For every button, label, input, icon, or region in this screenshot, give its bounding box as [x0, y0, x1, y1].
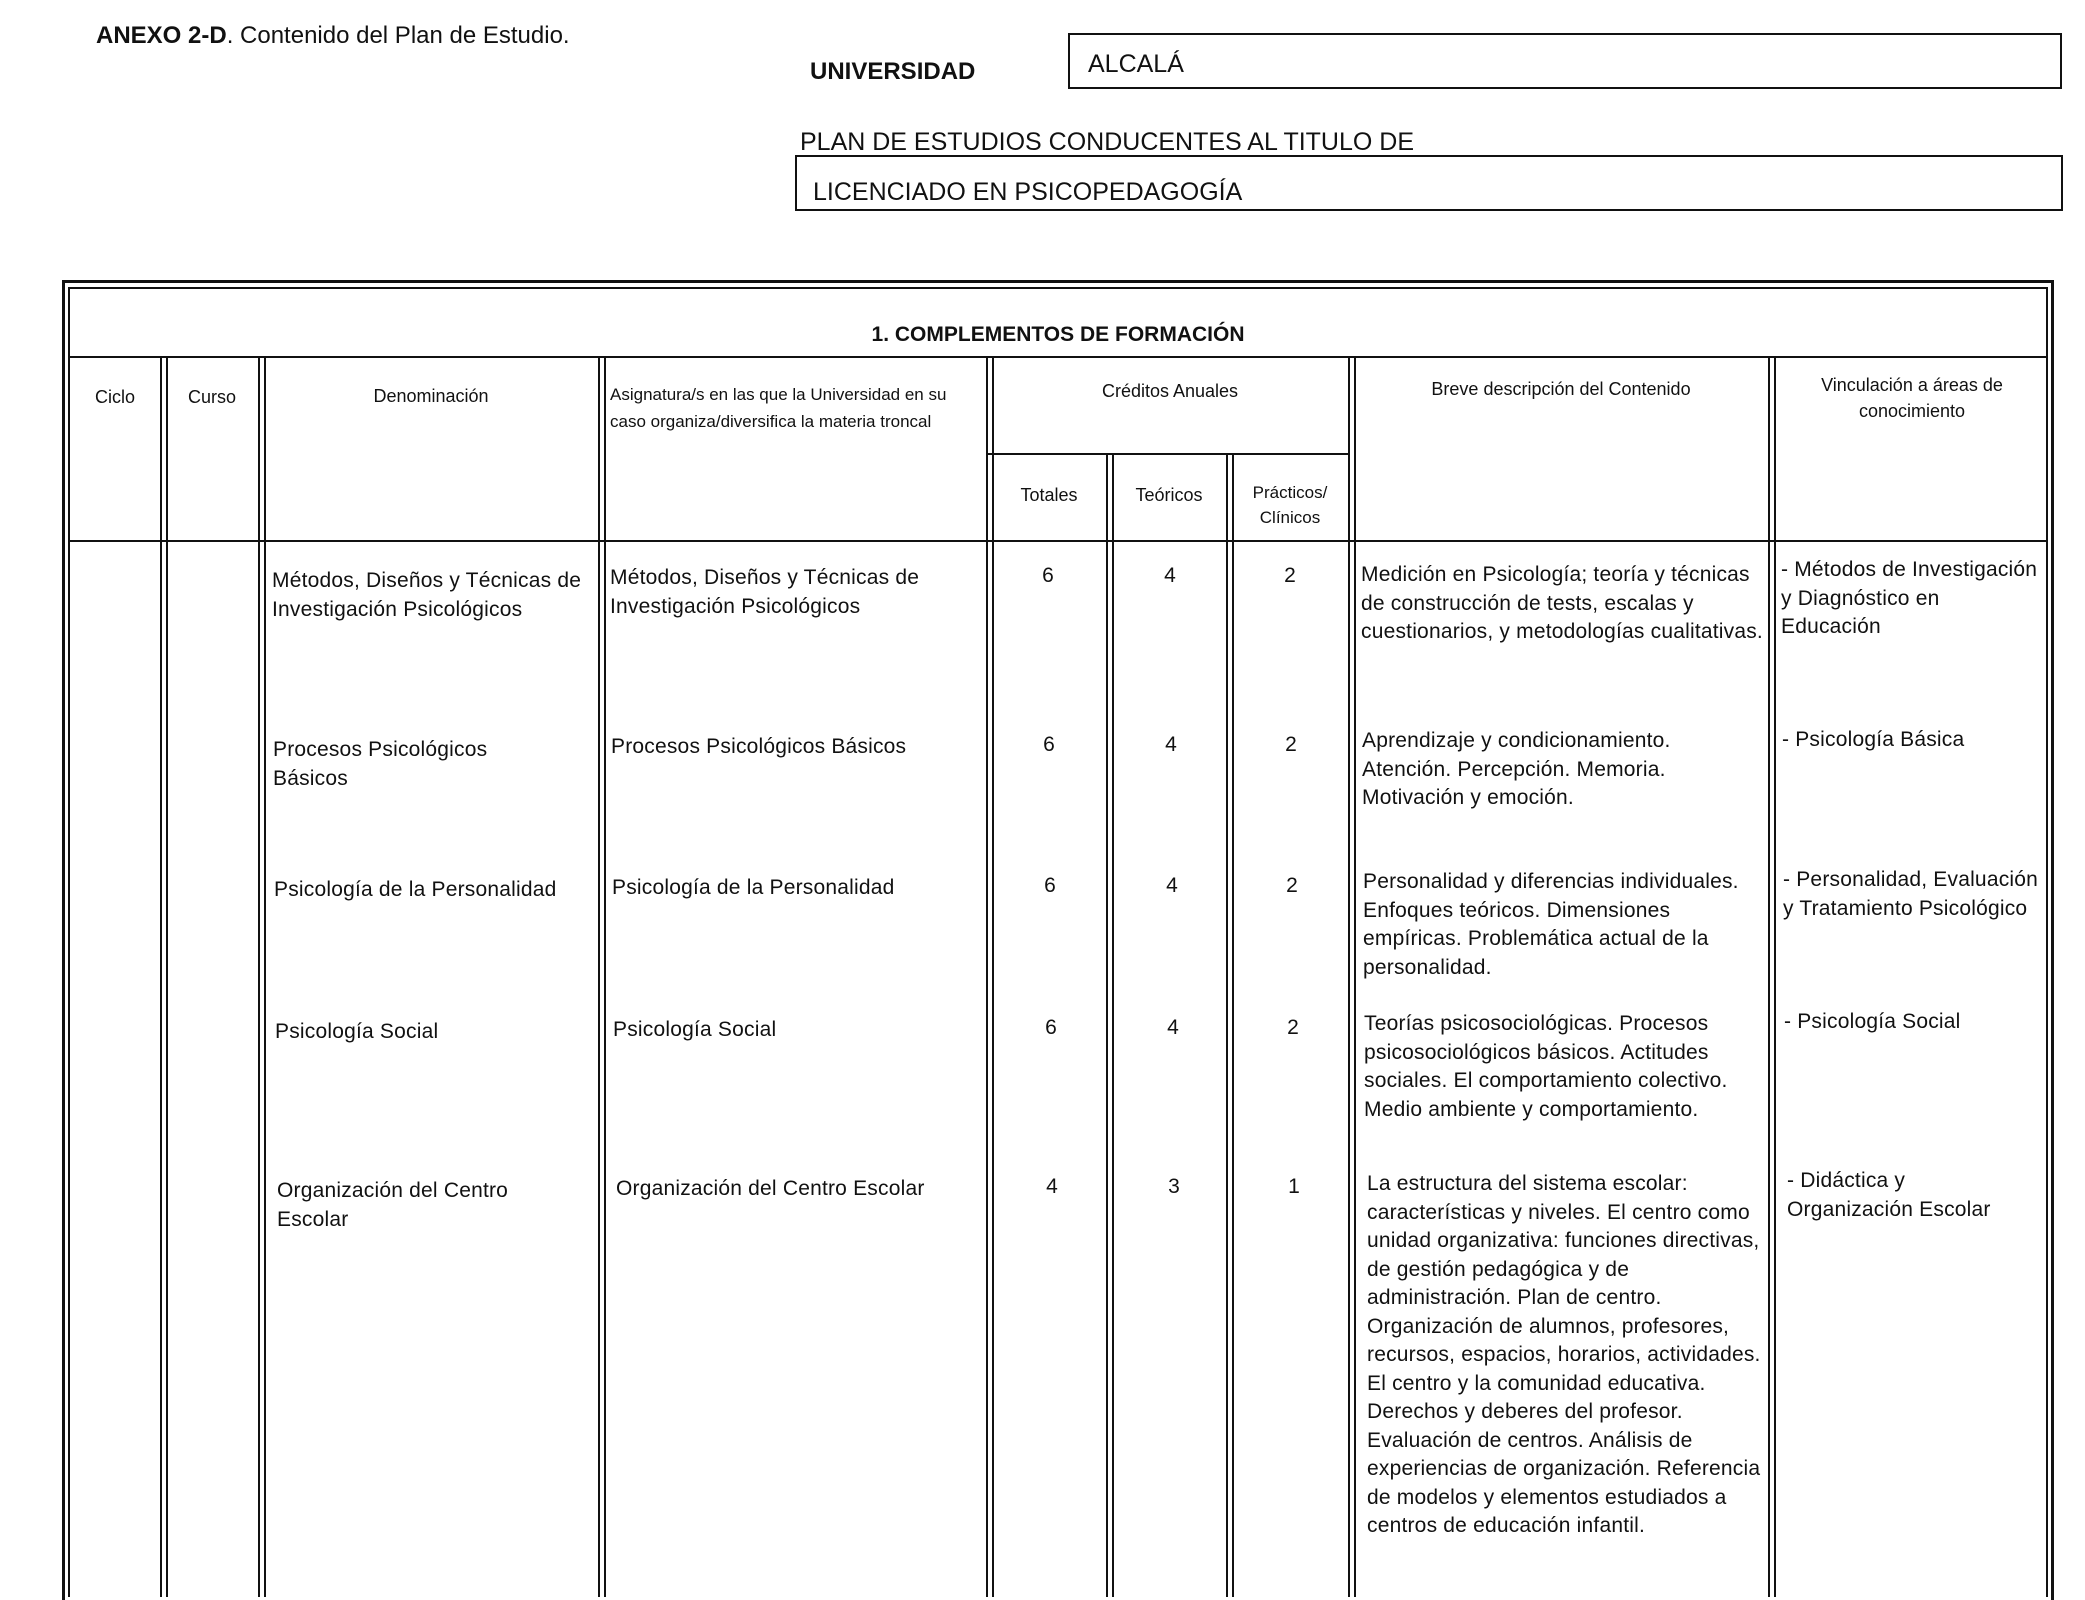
col-divider-curso-2: [264, 356, 266, 1597]
university-name: ALCALÁ: [1088, 50, 1184, 78]
row2-denominacion: Procesos Psicológicos Básicos: [273, 738, 488, 790]
header-descripcion: Breve descripción del Contenido: [1431, 379, 1691, 399]
row1-practicos: 2: [1284, 564, 1296, 587]
row1-descripcion: Medición en Psicología; teoría y técnicas de construcción de tests, escalas y cuestionarios, y metodologías cualitativas.: [1361, 563, 1763, 643]
row1-asignatura: Métodos, Diseños y Técnicas de Investigación Psicológicos: [610, 566, 920, 618]
header-vinculacion: Vinculación a áreas de conocimiento: [1821, 375, 2003, 421]
row4-totales: 6: [1045, 1016, 1057, 1039]
row4-descripcion: Teorías psicosociológicas. Procesos psicosociológicos básicos. Actitudes sociales. El comportamiento colectivo. Medio ambiente y comportamiento.: [1364, 1012, 1728, 1121]
col-divider-denominacion: [598, 356, 600, 1597]
header-curso: Curso: [187, 387, 236, 407]
row1-vinculacion: - Métodos de Investigación y Diagnóstico en Educación: [1781, 558, 2038, 638]
header-teoricos: Teóricos: [1135, 485, 1203, 505]
col-divider-totales-2: [1112, 455, 1114, 1597]
col-divider-teoricos-2: [1232, 455, 1234, 1597]
row5-practicos: 1: [1288, 1175, 1300, 1198]
row3-practicos: 2: [1286, 874, 1298, 897]
header-ciclo: Ciclo: [94, 387, 135, 407]
creditos-subheader-divider: [988, 453, 1350, 455]
row2-practicos: 2: [1285, 733, 1297, 756]
col-divider-descripcion-2: [1774, 356, 1776, 1597]
header-denominacion: Denominación: [373, 386, 489, 406]
annex-heading: [96, 22, 570, 50]
row5-denominacion: Organización del Centro Escolar: [277, 1179, 509, 1231]
row5-totales: 4: [1046, 1175, 1058, 1198]
degree-title: LICENCIADO EN PSICOPEDAGOGÍA: [813, 178, 1243, 206]
row3-denominacion: Psicología de la Personalidad: [274, 878, 557, 901]
col-divider-practicos-2: [1354, 356, 1356, 1597]
degree-title-box: [795, 155, 2063, 211]
row4-denominacion: Psicología Social: [275, 1020, 439, 1043]
section-title-divider: [68, 356, 2048, 358]
row4-asignatura: Psicología Social: [613, 1018, 777, 1041]
university-label: UNIVERSIDAD: [810, 58, 976, 85]
row2-totales: 6: [1043, 733, 1055, 756]
annex-text: . Contenido del Plan de Estudio.: [226, 22, 570, 49]
col-divider-totales: [1106, 455, 1108, 1597]
row4-vinculacion: - Psicología Social: [1784, 1010, 1961, 1033]
row2-vinculacion: - Psicología Básica: [1782, 728, 1965, 751]
annex-label: ANEXO 2-D: [96, 22, 227, 49]
row3-descripcion: Personalidad y diferencias individuales. Enfoques teóricos. Dimensiones empíricas. Problemática actual de la personalidad.: [1363, 870, 1739, 979]
row3-vinculacion: - Personalidad, Evaluación y Tratamiento Psicológico: [1783, 868, 2039, 920]
row5-teoricos: 3: [1168, 1175, 1180, 1198]
row2-teoricos: 4: [1165, 733, 1177, 756]
col-divider-ciclo-2: [166, 356, 168, 1597]
row3-totales: 6: [1044, 874, 1056, 897]
row4-teoricos: 4: [1167, 1016, 1179, 1039]
col-divider-denominacion-2: [604, 356, 606, 1597]
col-divider-teoricos: [1226, 455, 1228, 1597]
header-asignatura: Asignatura/s en las que la Universidad en su caso organiza/diversifica la materia troncal: [610, 385, 947, 431]
row5-asignatura: Organización del Centro Escolar: [616, 1177, 925, 1200]
row2-asignatura: Procesos Psicológicos Básicos: [611, 735, 907, 758]
header-totales: Totales: [1020, 485, 1078, 505]
row1-totales: 6: [1042, 564, 1054, 587]
row1-denominacion: Métodos, Diseños y Técnicas de Investigación Psicológicos: [272, 569, 582, 621]
col-divider-asignatura-2: [992, 356, 994, 1597]
row3-asignatura: Psicología de la Personalidad: [612, 876, 895, 899]
col-divider-asignatura: [986, 356, 988, 1597]
col-divider-curso: [258, 356, 260, 1597]
row5-vinculacion: - Didáctica y Organización Escolar: [1787, 1169, 1991, 1221]
col-divider-ciclo: [160, 356, 162, 1597]
col-divider-practicos: [1348, 356, 1350, 1597]
row5-descripcion: La estructura del sistema escolar: características y niveles. El centro como unidad organizativa: funciones directivas, de gestión pedagógica y de administración. Plan de centro. Organización de alumnos, profesores, recursos, espacios, horarios, actividades. El centro y la comunidad educativa. Derechos y deberes del profesor. Evaluación de centros. Análisis de experiencias de organización. Referencia de modelos y elementos estudiados a centros de educación infantil.: [1367, 1172, 1761, 1537]
university-name-box: [1068, 33, 2062, 89]
header-bottom-divider: [68, 540, 2048, 542]
header-creditos: Créditos Anuales: [1101, 381, 1239, 401]
header-practicos: Prácticos/ Clínicos: [1252, 483, 1328, 527]
plan-label: PLAN DE ESTUDIOS CONDUCENTES AL TITULO DE: [800, 128, 1415, 156]
row3-teoricos: 4: [1166, 874, 1178, 897]
row4-practicos: 2: [1287, 1016, 1299, 1039]
row1-teoricos: 4: [1164, 564, 1176, 587]
section-title: 1. COMPLEMENTOS DE FORMACIÓN: [871, 323, 1245, 346]
row2-descripcion: Aprendizaje y condicionamiento. Atención. Percepción. Memoria. Motivación y emoción.: [1362, 729, 1671, 809]
